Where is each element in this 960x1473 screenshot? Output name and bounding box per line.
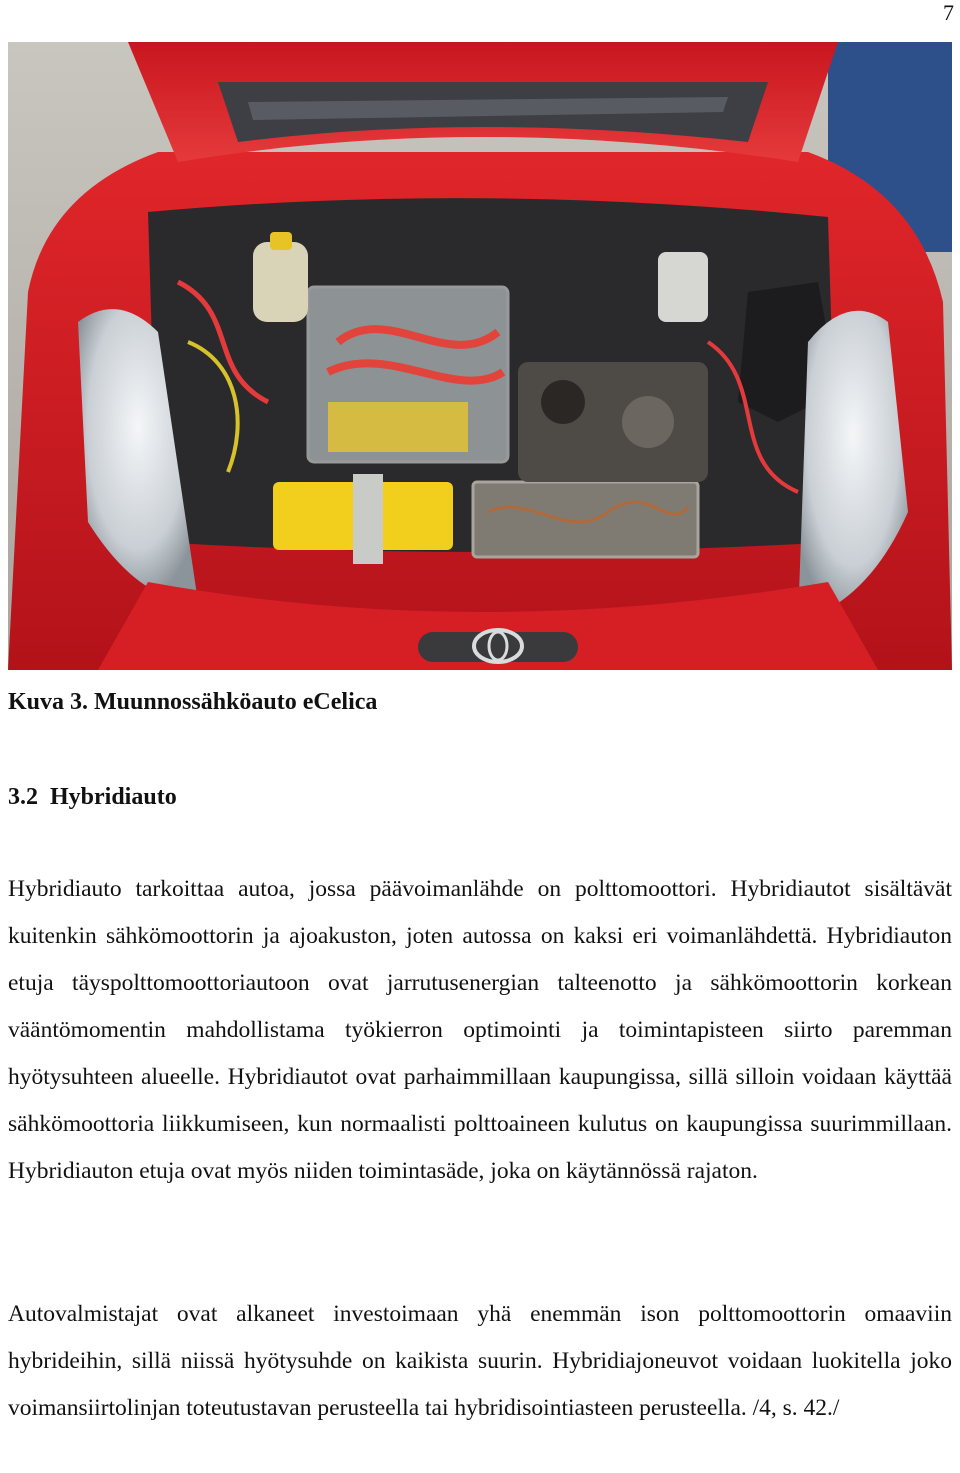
electric-motor <box>518 362 708 482</box>
paragraph-2: Autovalmistajat ovat alkaneet investoimaan yhä enemmän ison polttomoottorin omaaviin hybrideihin, sillä niissä hyötysuhde on kaikista suurin. Hybridiajoneuvot voidaan luokitella joko voimansiirtolinjan toteutustavan perusteella tai hybridisointiasteen perusteella. /4, s. 42./ <box>8 1301 952 1421</box>
section-heading: 3.2 Hybridiauto <box>8 784 177 810</box>
brake-fluid-reservoir <box>658 252 708 322</box>
engine-bay-photo <box>8 42 952 670</box>
motor-controller-box <box>473 482 698 557</box>
motor-pulley <box>622 396 674 448</box>
motor-end-cap <box>541 380 585 424</box>
coolant-reservoir <box>253 242 308 322</box>
paragraph-1: Hybridiauto tarkoittaa autoa, jossa päävoimanlähde on polttomoottori. Hybridiautot sisältävät kuitenkin sähkömoottorin ja ajoakuston, joten autossa on kaksi eri voimanlähdettä. Hybridiauton etuja täyspolttomoottoriautoon ovat jarrutusenergian talteenotto ja sähkömoottorin korkean vääntömomentin mahdollistama työkierron optimointi ja toimintapisteen siirto paremman hyötysuhteen alueelle. Hybridiautot ovat parhaimmillaan kaupungissa, sillä silloin voidaan käyttää sähkömoottoria liikkumiseen, kun normaalisti polttoaineen kulutus on kaupungissa suurimmillaan. Hybridiauton etuja ovat myös niiden toimintasäde, joka on käytännössä rajaton. <box>8 876 952 1184</box>
grille <box>418 632 578 662</box>
battery-bracket <box>353 474 383 564</box>
figure-caption: Kuva 3. Muunnossähköauto eCelica <box>8 689 378 715</box>
yellow-battery-module <box>328 402 468 452</box>
engine-bay-illustration <box>8 42 952 670</box>
reservoir-cap <box>270 232 292 250</box>
page-number: 7 <box>943 0 954 25</box>
